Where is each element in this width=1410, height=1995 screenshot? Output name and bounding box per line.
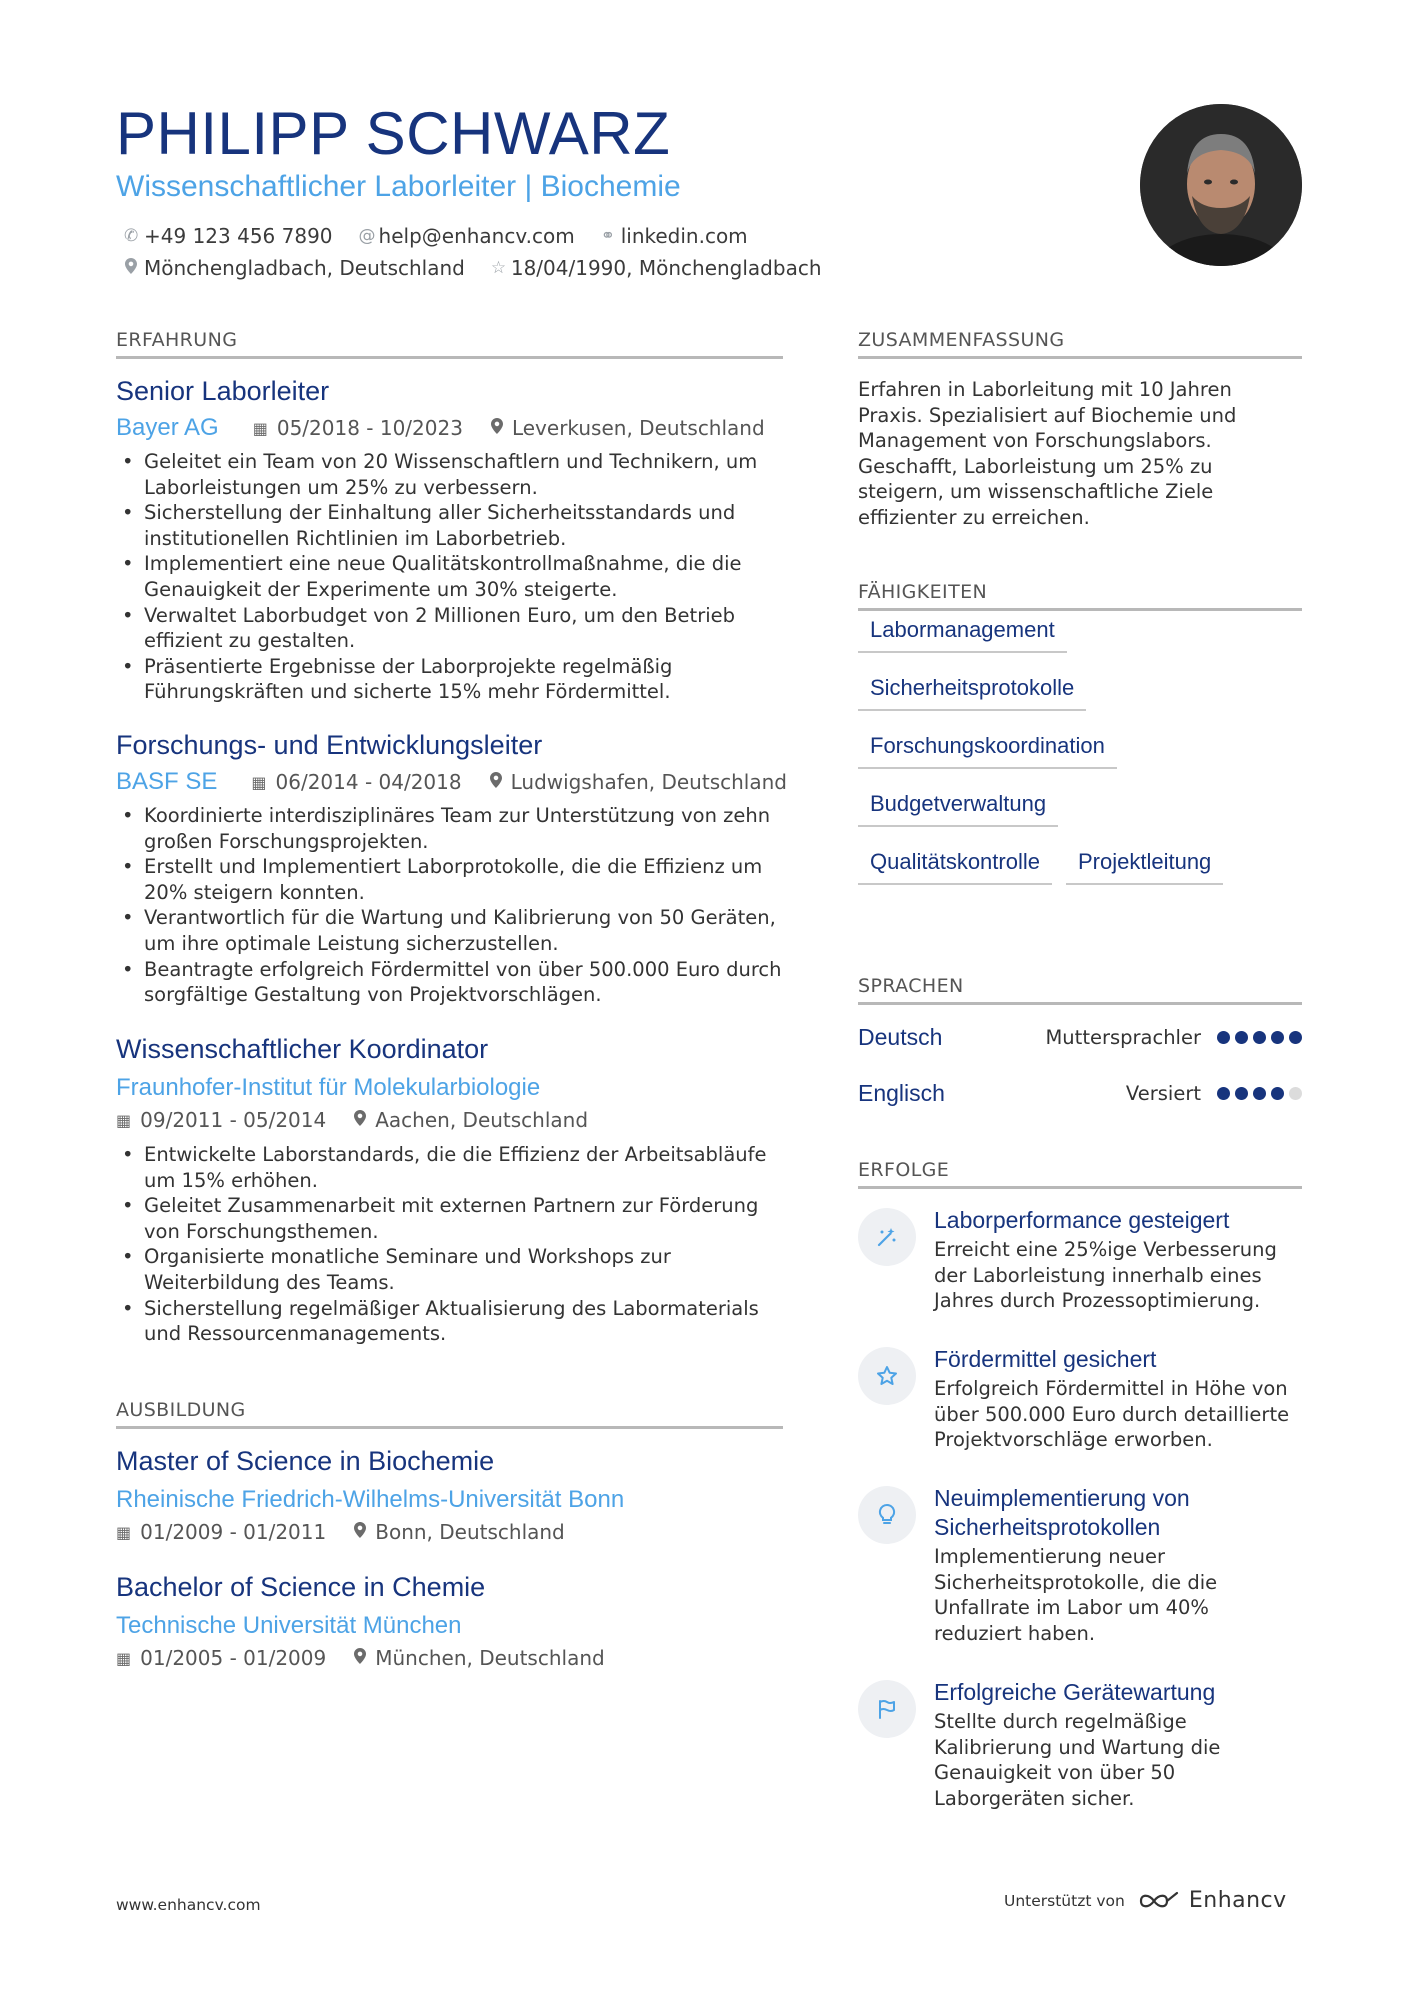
calendar-icon: ▦ — [251, 772, 267, 792]
job-bullets — [116, 449, 786, 705]
job-bullets — [116, 803, 786, 1008]
contact-row-1 — [124, 224, 748, 248]
list-item: • Verwaltet Laborbudget von 2 Millionen Euro, um den Betrieb effizient zu gestalten. — [116, 603, 786, 654]
job-meta — [116, 1108, 616, 1132]
lightbulb-icon — [858, 1486, 916, 1544]
language-row — [858, 1080, 1302, 1107]
location-pin-icon — [354, 1522, 366, 1542]
star-icon: ☆ — [490, 258, 507, 278]
education-location: München, Deutschland — [354, 1646, 604, 1670]
list-item: • Erstellt und Implementiert Laborprotokolle, die die Effizienz um 20% steigern konnten. — [116, 854, 786, 905]
degree-title: Master of Science in Biochemie — [116, 1446, 495, 1476]
list-item: • Koordinierte interdisziplinäres Team zur Unterstützung von zehn großen Forschungsprojekten. — [116, 803, 786, 854]
job-dates: ▦ 06/2014 - 04/2018 — [251, 770, 462, 794]
achievement-item — [858, 1484, 1302, 1646]
job-meta — [116, 768, 815, 796]
enhancv-logo-icon — [1137, 1890, 1181, 1912]
birth — [491, 256, 822, 280]
footer-website[interactable]: www.enhancv.com — [116, 1896, 261, 1914]
rating-dot — [1271, 1031, 1284, 1044]
calendar-icon: ▦ — [252, 418, 268, 438]
rating-dot — [1289, 1087, 1302, 1100]
rating-dot — [1289, 1031, 1302, 1044]
job-bullets — [116, 1142, 786, 1347]
rating-dot — [1235, 1087, 1248, 1100]
linkedin[interactable] — [601, 224, 748, 248]
education-dates: ▦ 01/2009 - 01/2011 — [116, 1520, 327, 1544]
summary-header: ZUSAMMENFASSUNG — [858, 326, 1302, 359]
link-icon: ⚭ — [600, 226, 615, 246]
magic-wand-icon — [858, 1208, 916, 1266]
list-item: • Sicherstellung der Einhaltung aller Sicherheitsstandards und institutionellen Richtlinien im Laborbetrieb. — [116, 500, 786, 551]
skill-tag: Forschungskoordination — [858, 733, 1117, 769]
language-level: Versiert — [1125, 1082, 1201, 1105]
calendar-icon: ▦ — [116, 1648, 132, 1668]
skill-tag: Budgetverwaltung — [858, 791, 1058, 827]
skill-tag: Qualitätskontrolle — [858, 849, 1052, 885]
summary-text: Erfahren in Laborleitung mit 10 Jahren Praxis. Spezialisiert auf Biochemie und Management von Forschungslabors. Geschafft, Laborleistung um 25% zu steigern, um wissenschaftliche Ziele effizienter zu erreichen. — [858, 378, 1237, 529]
list-item: • Verantwortlich für die Wartung und Kalibrierung von 50 Geräten, um ihre optimale Leistung sicherzustellen. — [116, 905, 786, 956]
brand-name: Enhancv — [1188, 1888, 1287, 1913]
rating-dot — [1217, 1031, 1230, 1044]
education-header: AUSBILDUNG — [116, 1396, 783, 1429]
at-icon: @ — [358, 226, 376, 246]
company-name: BASF SE — [116, 768, 218, 795]
degree-title: Bachelor of Science in Chemie — [116, 1572, 486, 1602]
language-row — [858, 1024, 1302, 1051]
rating-dot — [1235, 1031, 1248, 1044]
candidate-title: Wissenschaftlicher Laborleiter | Biochemie — [116, 170, 681, 203]
skill-tag: Sicherheitsprotokolle — [858, 675, 1086, 711]
achievement-item — [858, 1678, 1302, 1811]
star-icon — [858, 1347, 916, 1405]
phone-icon: ✆ — [124, 226, 139, 246]
achievement-desc: Erfolgreich Fördermittel in Höhe von über 500.000 Euro durch detaillierte Projektvorschläge erworben. — [934, 1377, 1290, 1452]
list-item: • Geleitet Zusammenarbeit mit externen Partnern zur Förderung von Forschungsthemen. — [116, 1193, 786, 1244]
list-item: • Organisierte monatliche Seminare und Workshops zur Weiterbildung des Teams. — [116, 1244, 786, 1295]
skills-header: FÄHIGKEITEN — [858, 578, 1302, 611]
achievement-title: Fördermittel gesichert — [934, 1346, 1157, 1372]
language-rating — [1217, 1087, 1302, 1100]
flag-icon — [858, 1680, 916, 1738]
job-title: Senior Laborleiter — [116, 376, 330, 406]
company-name: Fraunhofer-Institut für Molekularbiologie — [116, 1074, 541, 1101]
list-item: • Implementiert eine neue Qualitätskontrollmaßnahme, die die Genauigkeit der Experimente um 30% steigerte. — [116, 551, 786, 602]
school-name: Technische Universität München — [116, 1612, 462, 1639]
job-dates: ▦ 09/2011 - 05/2014 — [116, 1108, 327, 1132]
list-item: • Geleitet ein Team von 20 Wissenschaftlern und Technikern, um Laborleistungen um 25% zu verbessern. — [116, 449, 786, 500]
education-meta — [116, 1646, 633, 1670]
achievement-item — [858, 1345, 1302, 1453]
skills-list — [858, 617, 1308, 907]
skill-tag: Labormanagement — [858, 617, 1067, 653]
contact-row-2 — [124, 256, 822, 280]
job-location: Leverkusen, Deutschland — [491, 416, 765, 440]
candidate-name: PHILIPP SCHWARZ — [116, 100, 671, 167]
location — [124, 256, 465, 280]
education-location: Bonn, Deutschland — [354, 1520, 565, 1544]
languages-header: SPRACHEN — [858, 972, 1302, 1005]
job-dates: ▦ 05/2018 - 10/2023 — [252, 416, 463, 440]
company-name: Bayer AG — [116, 414, 219, 441]
birth-text: 18/04/1990, Mönchengladbach — [510, 256, 822, 280]
job-title: Wissenschaftlicher Koordinator — [116, 1034, 489, 1064]
location-pin-icon — [490, 772, 502, 792]
linkedin-text[interactable]: linkedin.com — [620, 224, 748, 248]
profile-photo — [1140, 104, 1302, 266]
list-item: • Entwickelte Laborstandards, die die Effizienz der Arbeitsabläufe um 15% erhöhen. — [116, 1142, 786, 1193]
language-level: Muttersprachler — [1045, 1026, 1201, 1049]
rating-dot — [1271, 1087, 1284, 1100]
achievements-header: ERFOLGE — [858, 1156, 1302, 1189]
skill-tag: Projektleitung — [1066, 849, 1223, 885]
job-title: Forschungs- und Entwicklungsleiter — [116, 730, 543, 760]
job-meta — [116, 414, 793, 442]
achievement-desc: Erreicht eine 25%ige Verbesserung der Laborleistung innerhalb eines Jahres durch Prozessoptimierung. — [934, 1238, 1277, 1313]
phone-text: +49 123 456 7890 — [144, 224, 333, 248]
job-location: Ludwigshafen, Deutschland — [490, 770, 787, 794]
email[interactable] — [359, 224, 575, 248]
achievement-desc: Implementierung neuer Sicherheitsprotokolle, die die Unfallrate im Labor um 40% reduziert haben. — [934, 1545, 1218, 1645]
language-name: Deutsch — [858, 1024, 943, 1050]
phone — [124, 224, 333, 248]
list-item: • Beantragte erfolgreich Fördermittel von über 500.000 Euro durch sorgfältige Gestaltung von Projektvorschlägen. — [116, 957, 786, 1008]
achievement-item — [858, 1206, 1302, 1314]
calendar-icon: ▦ — [116, 1522, 132, 1542]
location-pin-icon — [124, 258, 138, 279]
footer-powered — [1004, 1888, 1287, 1913]
education-meta — [116, 1520, 593, 1544]
location-pin-icon — [491, 418, 503, 438]
achievement-desc: Stellte durch regelmäßige Kalibrierung und Wartung die Genauigkeit von über 50 Laborgeräten sicher. — [934, 1710, 1221, 1810]
rating-dot — [1253, 1087, 1266, 1100]
education-dates: ▦ 01/2005 - 01/2009 — [116, 1646, 327, 1670]
location-pin-icon — [354, 1648, 366, 1668]
location-pin-icon — [354, 1110, 366, 1130]
location-text: Mönchengladbach, Deutschland — [144, 256, 465, 280]
job-location: Aachen, Deutschland — [354, 1108, 588, 1132]
calendar-icon: ▦ — [116, 1110, 132, 1130]
list-item: • Sicherstellung regelmäßiger Aktualisierung des Labormaterials und Ressourcenmanagements. — [116, 1296, 786, 1347]
achievement-title: Erfolgreiche Gerätewartung — [934, 1679, 1216, 1705]
experience-header: ERFAHRUNG — [116, 326, 783, 359]
language-rating — [1217, 1031, 1302, 1044]
school-name: Rheinische Friedrich-Wilhelms-Universität Bonn — [116, 1486, 625, 1513]
achievement-title: Neuimplementierung von Sicherheitsprotokollen — [934, 1485, 1190, 1540]
list-item: • Präsentierte Ergebnisse der Laborprojekte regelmäßig Führungskräften und sicherte 15% mehr Fördermittel. — [116, 654, 786, 705]
rating-dot — [1217, 1087, 1230, 1100]
powered-by-text: Unterstützt von — [1004, 1891, 1125, 1910]
achievement-title: Laborperformance gesteigert — [934, 1207, 1230, 1233]
rating-dot — [1253, 1031, 1266, 1044]
email-text[interactable]: help@enhancv.com — [378, 224, 575, 248]
language-name: Englisch — [858, 1080, 945, 1106]
